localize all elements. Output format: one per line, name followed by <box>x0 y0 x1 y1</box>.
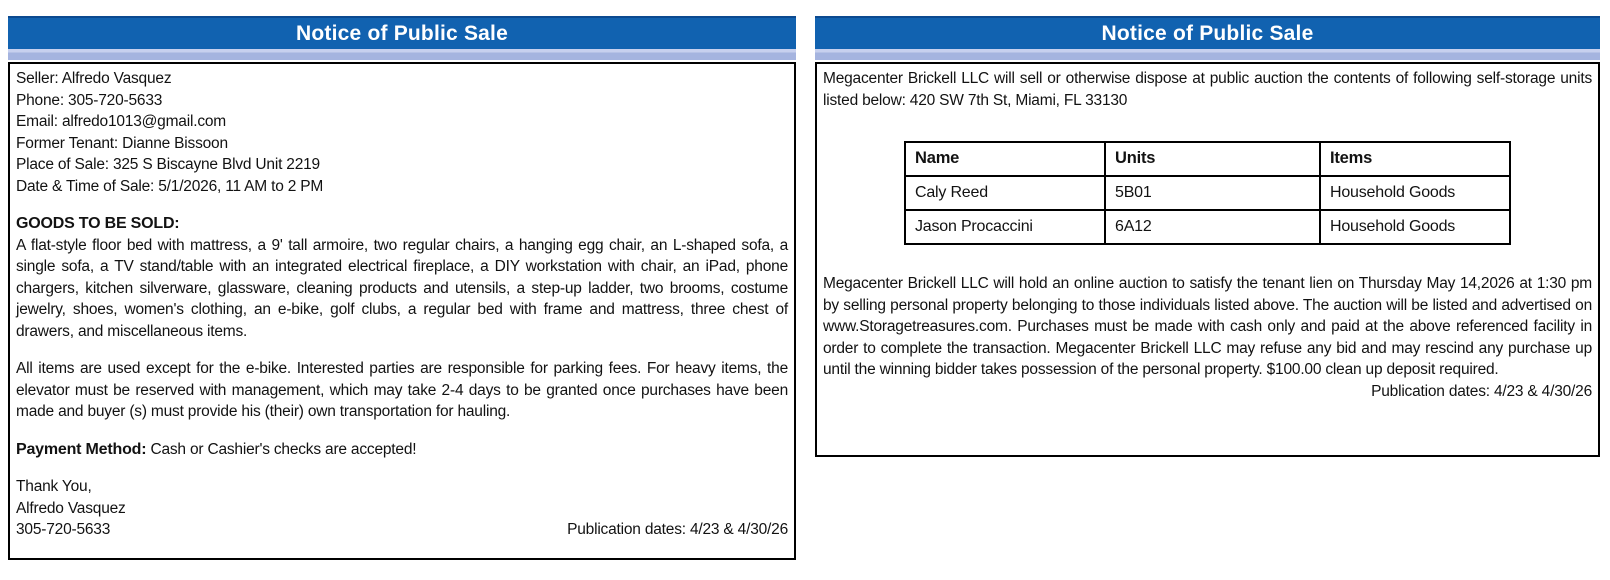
right-notice-body <box>815 62 1600 457</box>
unit-cell: 5B01 <box>1105 176 1320 210</box>
left-notice-header-substrip <box>8 49 796 60</box>
items-cell: Household Goods <box>1320 176 1510 210</box>
table-header-units: Units <box>1105 142 1320 176</box>
right-notice-header-bar <box>815 16 1600 49</box>
payment-method-text: Cash or Cashier's checks are accepted! <box>146 440 417 458</box>
intro-paragraph: Megacenter Brickell LLC will sell or otherwise dispose at public auction the contents of following self-storage units listed below: 420 SW 7th St, Miami, FL 33130 <box>823 70 1592 109</box>
signature-name-line: Alfredo Vasquez <box>16 499 126 517</box>
email-line: Email: alfredo1013@gmail.com <box>16 113 227 130</box>
right-notice-header-substrip <box>815 49 1600 60</box>
unit-cell: 6A12 <box>1105 210 1320 244</box>
thank-you-line: Thank You, <box>16 478 92 495</box>
table-header-row <box>905 142 1510 176</box>
table-row <box>905 210 1510 244</box>
table-header-items: Items <box>1320 142 1510 176</box>
former-tenant-line: Former Tenant: Dianne Bissoon <box>16 134 228 152</box>
tenant-name-cell: Caly Reed <box>905 176 1105 210</box>
storage-units-table <box>904 141 1511 245</box>
seller-line: Seller: Alfredo Vasquez <box>16 70 172 87</box>
right-notice-title: Notice of Public Sale <box>1101 21 1314 45</box>
signature-phone: 305-720-5633 <box>16 521 111 538</box>
phone-line: Phone: 305-720-5633 <box>16 91 163 109</box>
terms-paragraph: All items are used except for the e-bike. Interested parties are responsible for parking fees. For heavy items, the elevator must be reserved with management, which may take 2-4 days to be granted once purchases have been made and buyer (s) must provide his (their) own transportation for hauling. <box>16 360 788 420</box>
date-time-line: Date & Time of Sale: 5/1/2026, 11 AM to 2 PM <box>16 177 324 195</box>
left-notice-header-bar <box>8 16 796 49</box>
auction-paragraph: Megacenter Brickell LLC will hold an online auction to satisfy the tenant lien on Thursday May 14,2026 at 1:30 pm by selling personal property belonging to those individuals listed above. The auction will be listed and advertised on www.Storagetreasures.com. Purchases must be made with cash only and paid at the above referenced facility in order to complete the transaction. Megacenter Brickell LLC may refuse any bid and may rescind any purchase up until the winning bidder takes possession of the personal property. $100.00 clean up deposit required. <box>823 275 1592 378</box>
left-notice-title: Notice of Public Sale <box>296 21 508 45</box>
table-row <box>905 176 1510 210</box>
left-publication-dates: Publication dates: 4/23 & 4/30/26 <box>567 521 788 538</box>
right-publication-dates: Publication dates: 4/23 & 4/30/26 <box>1371 382 1592 400</box>
right-public-sale-notice <box>815 16 1600 457</box>
goods-paragraph: A flat-style floor bed with mattress, a 9' tall armoire, two regular chairs, a hanging egg chair, an L-shaped sofa, a single sofa, a TV stand/table with an integrated electrical fireplace, a DIY workstation with chair, an iPad, phone chargers, kitchen silverware, glassware, cleaning products and utensils, a step-up ladder, two brooms, costume jewelry, shoes, women's clothing, an e-bike, golf clubs, a regular bed with frame and mattress, three chest of drawers, and miscellaneous items. <box>16 236 788 340</box>
table-header-name: Name <box>905 142 1105 176</box>
payment-method-label: Payment Method: <box>16 440 147 458</box>
place-of-sale-line: Place of Sale: 325 S Biscayne Blvd Unit 2219 <box>16 156 320 173</box>
goods-to-be-sold-heading: GOODS TO BE SOLD: <box>16 215 180 232</box>
payment-method-line <box>16 439 788 461</box>
items-cell: Household Goods <box>1320 210 1510 244</box>
left-public-sale-notice <box>8 16 796 560</box>
tenant-name-cell: Jason Procaccini <box>905 210 1105 244</box>
left-bottom-row <box>16 519 788 541</box>
left-notice-body <box>8 62 796 560</box>
closing-block <box>16 476 788 541</box>
